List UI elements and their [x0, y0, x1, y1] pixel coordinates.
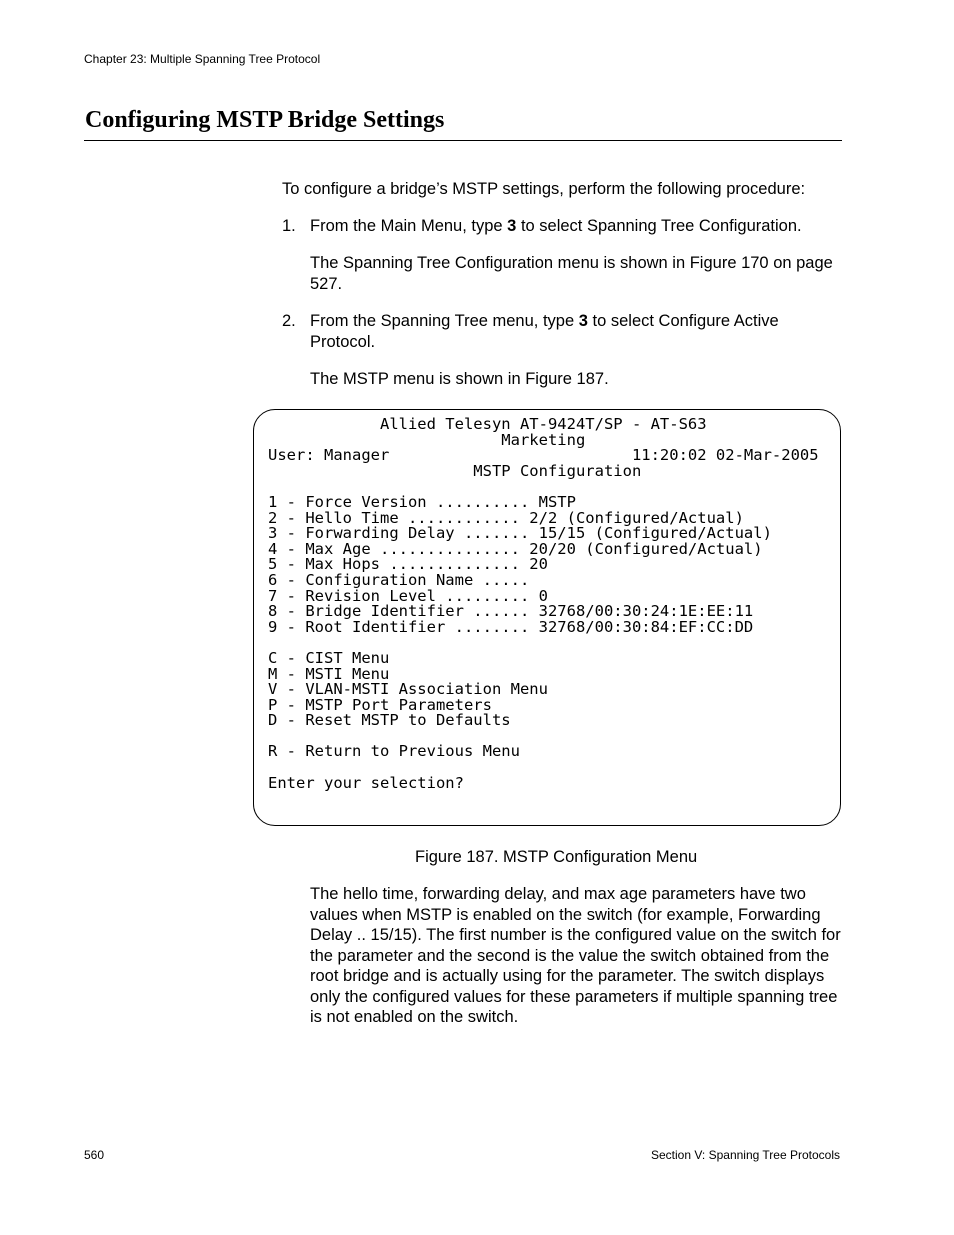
step-2-text: From the Spanning Tree menu, type 3 to select Configure Active Protocol. — [310, 312, 779, 351]
explanation-paragraph: The hello time, forwarding delay, and max age parameters have two values when MSTP is enabled on the switch (for example, Forwarding Delay .. 15/15). The first number is the configured value on the switch for the parameter and the second is the value the switch obtained from the root bridge and is actually using for the parameter. The switch displays only the configured values for these parameters if multiple spanning tree is not enabled on the switch. — [310, 885, 841, 1026]
chapter-header: Chapter 23: Multiple Spanning Tree Protocol — [84, 52, 321, 66]
terminal-screen-text: Allied Telesyn AT-9424T/SP - AT-S63 Marketing User: Manager 11:20:02 02-Mar-2005 MSTP Configuration 1 - Force Version .......... MSTP 2 - Hello Time ............ 2/2 (Configured/Actual) 3 - Forwarding Delay ....... 15/15 (Configured/Actual) 4 - Max Age ............... 20/20 (Configured/Actual) 5 - Max Hops .............. 20 6 - Configuration Name ..... 7 - Revision Level ......... 0 8 - Bridge Identifier ...... 32768/00:30:24:1E:EE:11 9 - Root Identifier ........ 32768/00:30:84:EF:CC:DD C - CIST Menu M - MSTI Menu V - VLAN-MSTI Association Menu P - MSTP Port Parameters D - Reset MSTP to Defaults R - Return to Previous Menu Enter your selection? — [268, 415, 819, 792]
step-1-text: From the Main Menu, type 3 to select Spanning Tree Configuration. — [310, 217, 802, 235]
title-divider — [84, 140, 842, 141]
step-2-key: 3 — [578, 312, 588, 330]
step-1-key: 3 — [507, 217, 517, 235]
step-2-number: 2. — [282, 312, 296, 330]
intro-paragraph: To configure a bridge’s MSTP settings, perform the following procedure: — [282, 180, 806, 198]
page-number: 560 — [84, 1148, 105, 1162]
section-title: Configuring MSTP Bridge Settings — [85, 107, 445, 133]
step-1-number: 1. — [282, 217, 296, 235]
figure-caption: Figure 187. MSTP Configuration Menu — [415, 848, 698, 866]
step-2-note: The MSTP menu is shown in Figure 187. — [310, 370, 609, 388]
section-footer: Section V: Spanning Tree Protocols — [651, 1148, 840, 1162]
step-1-note: The Spanning Tree Configuration menu is shown in Figure 170 on page 527. — [310, 254, 833, 293]
